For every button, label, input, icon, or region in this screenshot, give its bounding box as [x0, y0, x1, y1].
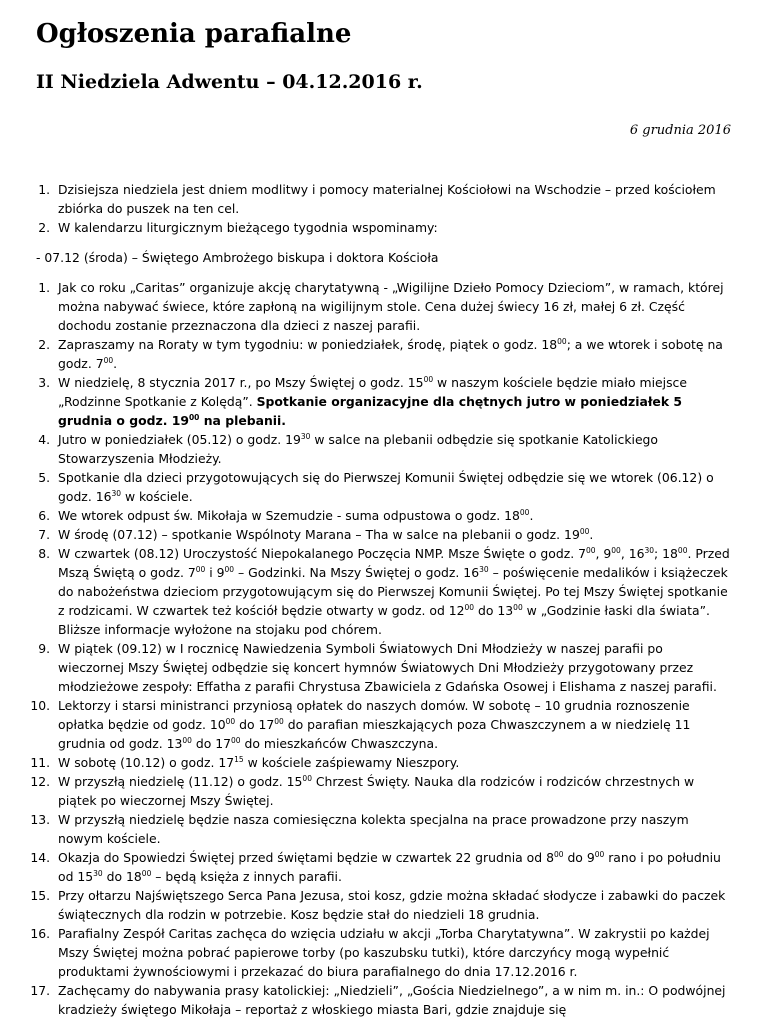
announcement-text: W przyszłą niedzielę (11.12) o godz. 15	[58, 774, 303, 789]
announcement-text: do 13	[474, 603, 514, 618]
announcement-item	[54, 753, 730, 772]
announcements-body	[0, 180, 768, 1019]
time-superscript: 00	[513, 603, 523, 612]
announcement-text: i 9	[205, 565, 225, 580]
announcement-list	[0, 278, 768, 1019]
announcement-item	[54, 924, 730, 981]
time-superscript: 00	[302, 774, 312, 783]
announcement-text: W środę (07.12) – spotkanie Wspólnoty Marana – Tha w salce na plebanii o godz. 19	[58, 527, 580, 542]
announcement-text: Przy ołtarzu Najświętszego Serca Pana Jezusa, stoi kosz, gdzie można składać słodycze i zabawki do paczek świątecznych dla rodzin w potrzebie. Kosz będzie stał do niedzieli 18 grudnia.	[58, 888, 726, 922]
announcement-item	[54, 848, 730, 886]
time-superscript: 00	[579, 527, 590, 536]
announcement-item	[54, 335, 730, 373]
page-subtitle: II Niedziela Adwentu – 04.12.2016 r.	[36, 71, 423, 93]
announcement-text: . Przed Mszą Świętą o godz. 7	[58, 546, 730, 580]
time-superscript: 00	[224, 565, 235, 574]
announcement-text: Spotkanie dla dzieci przygotowujących się do Pierwszej Komunii Świętej odbędzie się we wtorek (06.12) o godz. 16	[58, 470, 714, 504]
announcement-text: W przyszłą niedzielę będzie nasza comiesięczna kolekta specjalna na prace prowadzone przy naszym nowym kościele.	[58, 812, 689, 846]
announcement-item	[54, 525, 730, 544]
announcement-text: – będą księża z innych parafii.	[151, 869, 342, 884]
announcement-text: , 16	[620, 546, 645, 561]
time-superscript: 30	[111, 489, 122, 498]
announcement-text: Lektorzy i starsi ministranci przyniosą opłatek do naszych domów. W sobotę – 10 grudnia roznoszenie opłatka będzie od godz. 10	[58, 698, 690, 732]
announcement-text: W niedzielę, 8 stycznia 2017 r., po Mszy Świętej o godz. 15	[58, 375, 424, 390]
announcement-text: w kościele.	[121, 489, 193, 504]
announcement-item	[54, 639, 730, 696]
time-superscript: 30	[93, 869, 103, 878]
announcement-text: W piątek (09.12) w I rocznicę Nawiedzenia Symboli Światowych Dni Młodzieży w naszej parafii po wieczornej Mszy Świętej odbędzie się koncert hymnów Światowych Dni Młodzieży przygotowany przez młodzieżowe zespoły: Effatha z parafii Chrystusa Zbawiciela z Gdańska Osowej i Elishama z naszej parafii.	[58, 641, 717, 694]
announcement-text: Jak co roku „Caritas” organizuje akcję charytatywną - „Wigilijne Dzieło Pomocy Dzieciom”, w ramach, której można nabywać świece, które zapłoną na wigilijnym stole. Cena dużej świecy 16 zł, małej 6 zł. Część dochodu zostanie przeznaczona dla dzieci z naszej parafii.	[58, 280, 724, 333]
announcement-text: Spotkanie organizacyjne dla chętnych jutro w poniedziałek 5 grudnia o godz. 19	[58, 394, 683, 428]
announcement-item	[54, 278, 730, 335]
announcement-text: ; 18	[654, 546, 678, 561]
time-superscript: 00	[182, 736, 192, 745]
announcement-text: W czwartek (08.12) Uroczystość Niepokalanego Poczęcia NMP. Msze Święte o godz. 7	[58, 546, 586, 561]
liturgical-note: - 07.12 (środa) – Świętego Ambrożego biskupa i doktora Kościoła	[36, 250, 439, 265]
announcement-item	[54, 468, 730, 506]
announcement-text: do mieszkańców Chwaszczyna.	[240, 736, 439, 751]
announcement-text: .	[529, 508, 534, 523]
announcement-item	[54, 373, 730, 430]
announcement-item	[54, 696, 730, 753]
time-superscript: 30	[300, 432, 311, 441]
announcement-text: – poświęcenie medalików i książeczek do nabożeństwa dzieciom przygotowującym się do Pierwszej Komunii Świętej. Po tej Mszy Świętej spotkanie z rodzicami. W czwartek też kościół będzie otwarty w godz. od 12	[58, 565, 728, 618]
announcement-text: na plebanii.	[199, 413, 286, 428]
bold-text	[199, 413, 286, 428]
time-superscript: 00	[553, 850, 564, 859]
announcement-item	[54, 430, 730, 468]
time-superscript: 00	[225, 717, 236, 726]
announcement-text: w naszym kościele będzie miało miejsce „Rodzinne Spotkanie z Kolędą”.	[58, 375, 687, 409]
time-superscript: 00	[585, 546, 596, 555]
intro-item: 2. W kalendarzu liturgicznym bieżącego tygodnia wspominamy:	[54, 218, 730, 237]
time-superscript: 30	[479, 565, 489, 574]
announcement-text: w kościele zaśpiewamy Nieszpory.	[243, 755, 460, 770]
announcement-text: , 9	[595, 546, 612, 561]
page-title: Ogłoszenia parafialne	[36, 19, 352, 49]
announcement-text: Okazja do Spowiedzi Świętej przed świętami będzie w czwartek 22 grudnia od 8	[58, 850, 554, 865]
publication-date: 6 grudnia 2016	[629, 123, 731, 138]
bold-text	[189, 413, 199, 428]
announcement-item	[54, 981, 730, 1019]
announcement-text: do 17	[191, 736, 231, 751]
time-superscript: 00	[141, 869, 152, 878]
time-superscript: 00	[519, 508, 530, 517]
time-superscript: 00	[188, 413, 200, 422]
announcement-text: Zapraszamy na Roraty w tym tygodniu: w poniedziałek, środę, piątek o godz. 18	[58, 337, 558, 352]
announcement-text: – Godzinki. Na Mszy Świętej o godz. 16	[234, 565, 480, 580]
announcement-text: w salce na plebanii odbędzie się spotkanie Katolickiego Stowarzyszenia Młodzieży.	[58, 432, 659, 466]
announcement-item	[54, 544, 730, 639]
time-superscript: 30	[644, 546, 655, 555]
announcement-text: .	[589, 527, 594, 542]
time-superscript: 00	[274, 717, 284, 726]
announcement-item	[54, 886, 730, 924]
time-superscript: 00	[464, 603, 475, 612]
announcement-item	[54, 810, 730, 848]
announcement-item	[54, 772, 730, 810]
announcement-text: Parafialny Zespół Caritas zachęca do wzięcia udziału w akcji „Torba Charytatywna”. W zakrystii po każdej Mszy Świętej można pobrać papierowe torby (po kaszubsku tutki), które darczyńcy mogą wypełnić produktami żywnościowymi i przekazać do biura parafialnego do dnia 17.12.2016 r.	[58, 926, 710, 979]
announcement-text: do 18	[102, 869, 142, 884]
time-superscript: 00	[103, 356, 114, 365]
announcement-text: do 9	[563, 850, 595, 865]
time-superscript: 15	[234, 755, 244, 764]
time-superscript: 00	[594, 850, 605, 859]
announcement-text: We wtorek odpust św. Mikołaja w Szemudzie - suma odpustowa o godz. 18	[58, 508, 520, 523]
intro-list	[0, 180, 768, 237]
announcement-text: Chrzest Święty. Nauka dla rodziców i rodziców chrzestnych w piątek po wieczornej Mszy Świętej.	[58, 774, 695, 808]
announcement-text: Jutro w poniedziałek (05.12) o godz. 19	[58, 432, 301, 447]
announcement-text: .	[113, 356, 118, 371]
announcement-text: Zachęcamy do nabywania prasy katolickiej: „Niedzieli”, „Gościa Niedzielnego”, a w nim m. in.: O podwójnej kradzieży świętego Mikołaja – reportaż z włoskiego miasta Bari, gdzie znajduje się	[58, 983, 726, 1017]
time-superscript: 00	[677, 546, 688, 555]
announcement-text: ; a we wtorek i sobotę na godz. 7	[58, 337, 723, 371]
announcement-text: do 17	[235, 717, 275, 732]
announcement-text: rano i po południu od 15	[58, 850, 721, 884]
time-superscript: 00	[195, 565, 206, 574]
announcement-text: W sobotę (10.12) o godz. 17	[58, 755, 235, 770]
announcement-item	[54, 506, 730, 525]
intro-item: 1. Dzisiejsza niedziela jest dniem modlitwy i pomocy materialnej Kościołowi na Wschodzie – przed kościołem zbiórka do puszek na ten cel.	[54, 180, 730, 218]
time-superscript: 00	[423, 375, 434, 384]
announcement-text: w „Godzinie łaski dla świata”. Bliższe informacje wyłożone na stojaku pod chórem.	[58, 603, 710, 637]
time-superscript: 00	[557, 337, 567, 346]
time-superscript: 00	[611, 546, 621, 555]
announcement-text: do parafian mieszkających poza Chwaszczynem a w niedzielę 11 grudnia od godz. 13	[58, 717, 691, 751]
time-superscript: 00	[231, 736, 241, 745]
